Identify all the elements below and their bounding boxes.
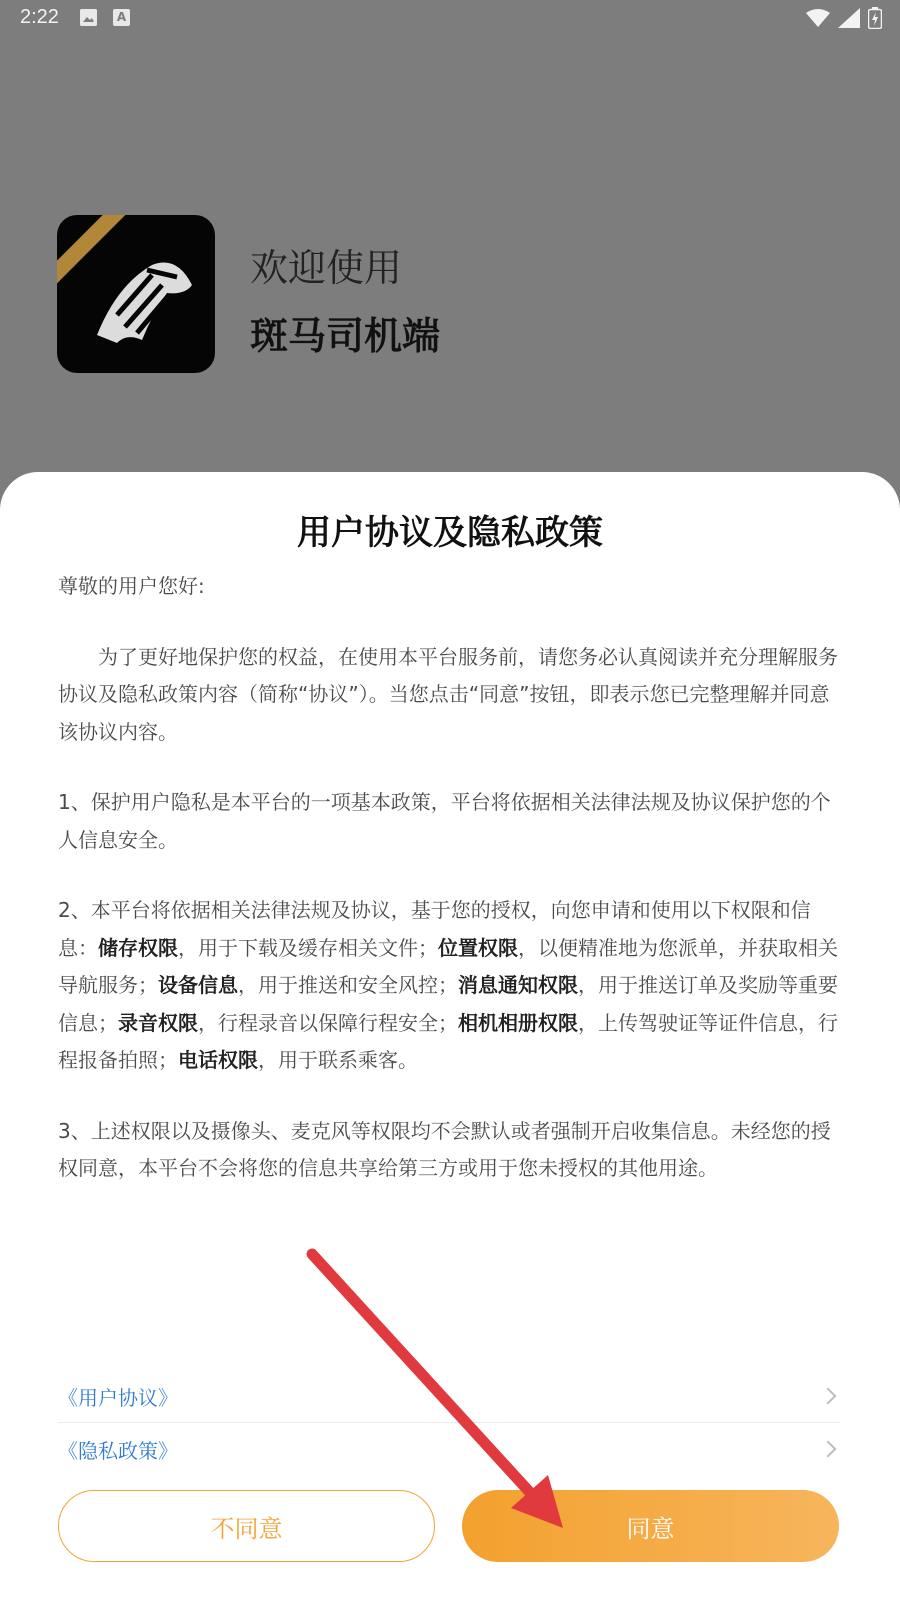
p2-text-3: ，用于推送和安全风控；	[238, 973, 458, 997]
p2-text-4: ，用于推送订单及奖励等重要信息；	[58, 973, 838, 1035]
agree-button[interactable]: 同意	[462, 1490, 839, 1562]
app-name: 斑马司机端	[250, 314, 441, 358]
p2-text-2: ，以便精准地为您派单，并获取相关导航服务；	[58, 935, 838, 997]
paragraph-2	[58, 892, 838, 1080]
battery-icon	[868, 7, 882, 29]
notification-permission: 消息通知权限	[458, 973, 578, 997]
status-time: 2:22	[20, 6, 59, 28]
status-icons	[806, 8, 882, 28]
dialog-body	[58, 568, 838, 1221]
p2-text-5: ，行程录音以保障行程安全；	[198, 1010, 458, 1035]
agreement-links	[58, 1370, 840, 1475]
camera-permission: 相机相册权限	[458, 1010, 578, 1035]
recording-permission: 录音权限	[118, 1010, 198, 1035]
phone-permission: 电话权限	[178, 1048, 258, 1072]
privacy-dialog	[0, 472, 900, 1600]
p2-text-0: 2、本平台将依据相关法律法规及协议，基于您的授权，向您申请和使用以下权限和信息：	[58, 898, 811, 960]
storage-permission: 储存权限	[98, 935, 178, 960]
dialog-title: 用户协议及隐私政策	[297, 513, 603, 553]
privacy-policy-link[interactable]	[58, 1423, 840, 1475]
status-bar	[0, 0, 900, 38]
p2-text-6: ，上传驾驶证等证件信息，行程报备拍照；	[58, 1010, 838, 1072]
chevron-right-icon	[820, 1388, 837, 1405]
greeting: 尊敬的用户您好:	[58, 574, 205, 598]
a-notification-icon: A	[113, 9, 130, 26]
image-notification-icon	[80, 9, 97, 26]
signal-icon	[838, 8, 860, 28]
wifi-icon	[806, 8, 830, 28]
location-permission: 位置权限	[438, 935, 518, 960]
user-agreement-label: 《用户协议》	[58, 1385, 178, 1410]
paragraph-1: 1、保护用户隐私是本平台的一项基本政策，平台将依据相关法律法规及协议保护您的个人信息安全。	[58, 790, 831, 852]
chevron-right-icon	[820, 1441, 837, 1458]
welcome-line1: 欢迎使用	[250, 246, 403, 290]
paragraph-3: 3、上述权限以及摄像头、麦克风等权限均不会默认或者强制开启收集信息。未经您的授权同意，本平台不会将您的信息共享给第三方或用于您未授权的其他用途。	[58, 1118, 831, 1180]
disagree-button[interactable]: 不同意	[58, 1490, 435, 1562]
p2-text-1: ，用于下载及缓存相关文件；	[178, 935, 438, 960]
privacy-policy-label: 《隐私政策》	[58, 1438, 178, 1463]
user-agreement-link[interactable]	[58, 1370, 840, 1423]
intro-paragraph: 为了更好地保护您的权益，在使用本平台服务前，请您务必认真阅读并充分理解服务协议及隐私政策内容（简称“协议”）。当您点击“同意”按钮，即表示您已完整理解并同意该协议内容。	[58, 644, 838, 744]
device-info: 设备信息	[158, 973, 238, 997]
p2-text-7: ，用于联系乘客。	[258, 1048, 418, 1072]
app-logo	[57, 215, 215, 373]
